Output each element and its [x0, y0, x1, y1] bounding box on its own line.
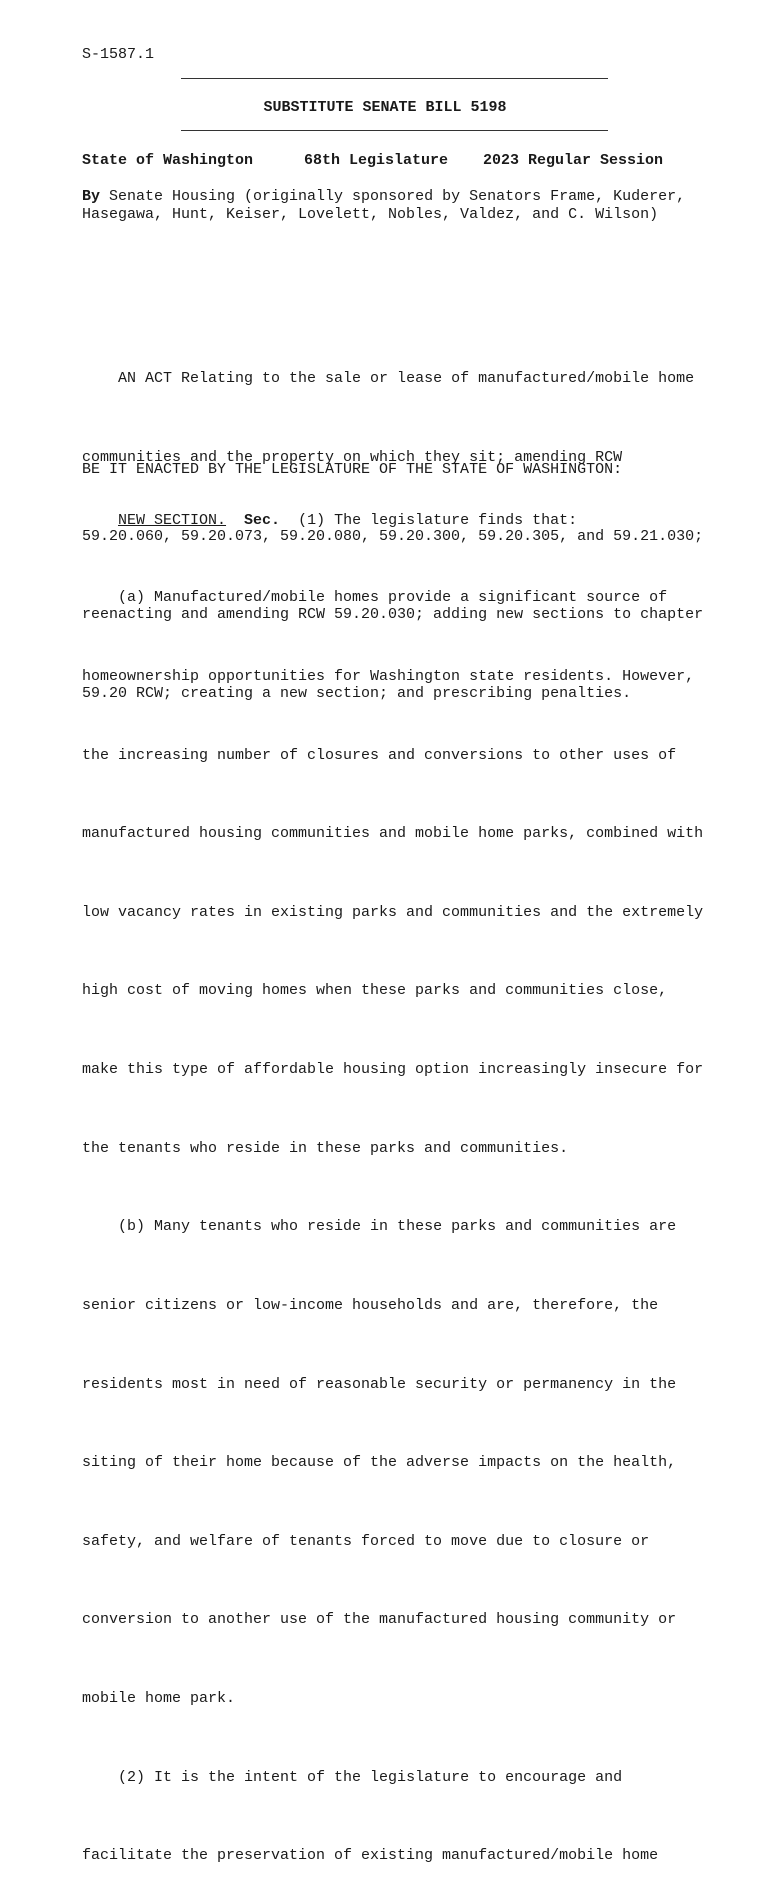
sponsor-line-2: Hasegawa, Hunt, Keiser, Lovelett, Nobles, Valdez, and C. Wilson): [82, 206, 659, 223]
act-line: 59.20.060, 59.20.073, 59.20.080, 59.20.300, 59.20.305, and 59.21.030;: [82, 527, 704, 545]
bill-title: SUBSTITUTE SENATE BILL 5198: [263, 99, 507, 116]
sponsor-by-label: By: [82, 188, 101, 205]
sponsor-text: Senate Housing (originally sponsored by Senators Frame, Kuderer,: [100, 188, 686, 205]
legislature-number: 68th Legislature: [304, 152, 449, 169]
title-rule-bottom: [181, 130, 608, 131]
body-line: make this type of affordable housing option increasingly insecure for: [82, 1061, 704, 1079]
sec-label: Sec.: [244, 512, 281, 529]
body-line: facilitate the preservation of existing manufactured/mobile home: [82, 1847, 659, 1865]
body-line: the tenants who reside in these parks and communities.: [82, 1139, 569, 1157]
state-name: State of Washington: [82, 152, 254, 169]
body-line: high cost of moving homes when these parks and communities close,: [82, 982, 668, 1000]
body-line: low vacancy rates in existing parks and communities and the extremely: [82, 903, 704, 921]
section-body: [82, 533, 732, 1896]
body-line: homeownership opportunities for Washington state residents. However,: [82, 668, 695, 686]
body-line: residents most in need of reasonable security or permanency in the: [82, 1375, 677, 1393]
body-line: mobile home park.: [82, 1689, 236, 1707]
act-line: reenacting and amending RCW 59.20.030; adding new sections to chapter: [82, 606, 704, 624]
body-line: manufactured housing communities and mobile home parks, combined with: [82, 825, 704, 843]
act-line: AN ACT Relating to the sale or lease of manufactured/mobile home: [82, 370, 695, 388]
act-line: 59.20 RCW; creating a new section; and prescribing penalties.: [82, 684, 632, 702]
body-line: senior citizens or low-income households and are, therefore, the: [82, 1296, 659, 1314]
title-rule-top: [181, 78, 608, 79]
body-line: siting of their home because of the adverse impacts on the health,: [82, 1454, 677, 1472]
act-line: communities and the property on which they sit; amending RCW: [82, 449, 623, 467]
body-line: the increasing number of closures and conversions to other uses of: [82, 746, 677, 764]
body-line: (b) Many tenants who reside in these parks and communities are: [82, 1218, 677, 1236]
sponsor-line-1: [82, 188, 685, 205]
section-heading: [82, 512, 577, 529]
enacting-clause: BE IT ENACTED BY THE LEGISLATURE OF THE STATE OF WASHINGTON:: [82, 461, 623, 478]
session-name: 2023 Regular Session: [483, 152, 664, 169]
body-line: (a) Manufactured/mobile homes provide a significant source of: [82, 589, 668, 607]
section-intro: (1) The legislature finds that:: [280, 512, 578, 529]
new-section-label: NEW SECTION.: [118, 512, 227, 529]
body-line: (2) It is the intent of the legislature to encourage and: [82, 1768, 623, 1786]
body-line: conversion to another use of the manufactured housing community or: [82, 1611, 677, 1629]
document-id: S-1587.1: [82, 46, 155, 63]
body-line: safety, and welfare of tenants forced to move due to closure or: [82, 1532, 650, 1550]
